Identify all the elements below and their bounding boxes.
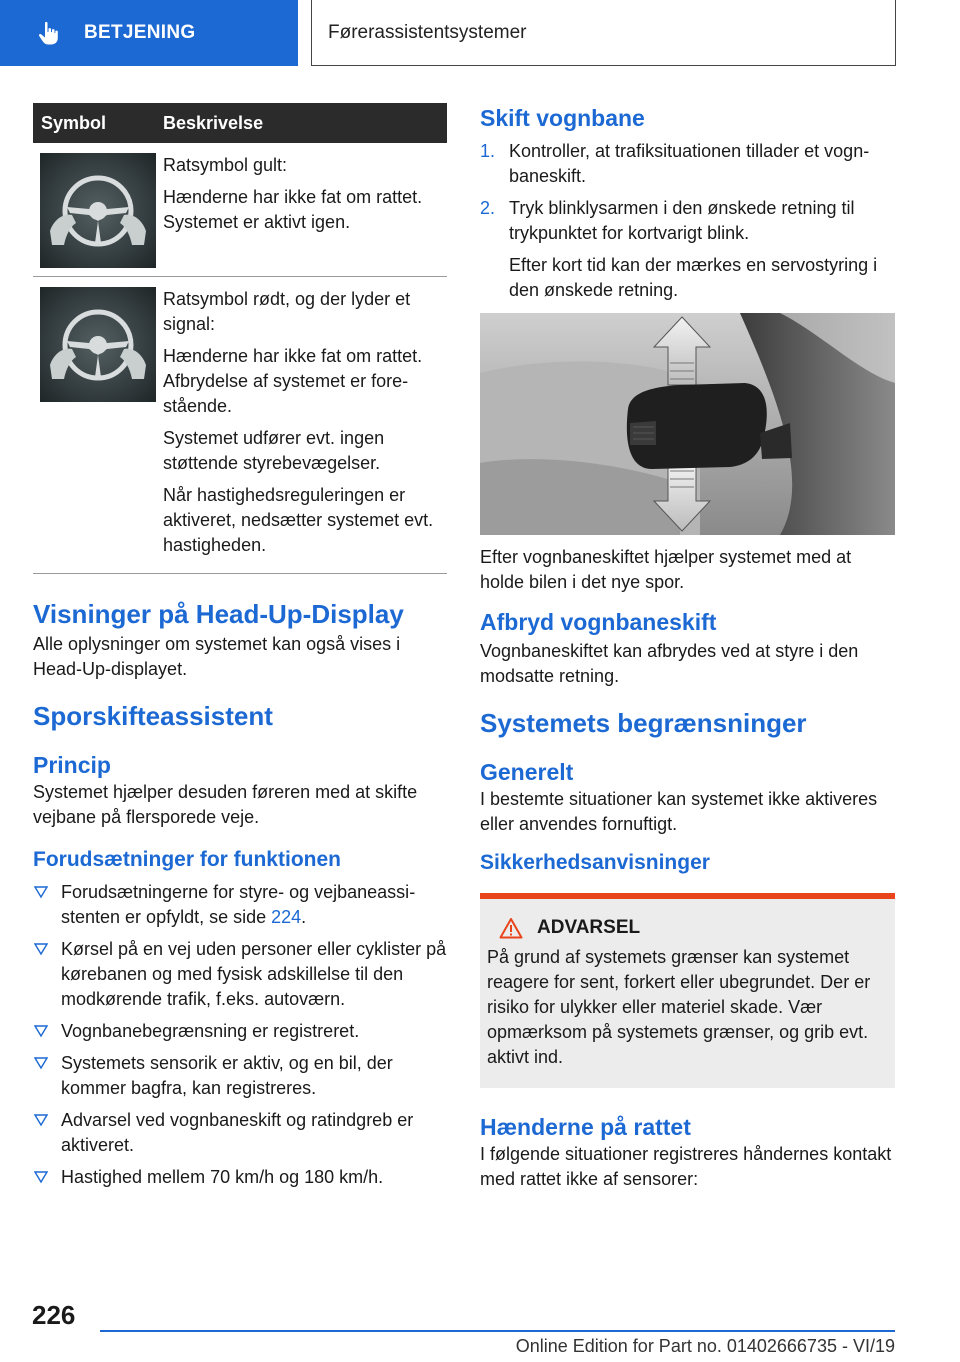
list-item: Hastighed mellem 70 km/h og 180 km/h. (33, 1165, 447, 1190)
left-column (33, 103, 447, 1197)
list-item: Forudsætningerne for styre- og vejbaneassistenten er opfyldt, se side 224. (33, 880, 447, 930)
list-item: 2. Tryk blinklysarmen i den ønskede retning til trykpunktet for kortvarigt blink. Efter kort tid kan der mærkes en servostyring i den ønskede retning. (480, 198, 878, 300)
cancel-heading: Afbryd vognbaneskift (480, 609, 717, 635)
row-1-line-2: Hænderne har ikke fat om rattet. Systemet er aktivt igen. (163, 187, 423, 232)
principle-text: Systemet hjælper desuden føreren med at skifte vejbane på flersporede veje. (33, 782, 418, 827)
triangle-bullet-icon (34, 1170, 48, 1184)
principle-heading: Princip (33, 752, 111, 778)
warning-triangle-icon (499, 917, 523, 939)
steering-wheel-hands-red-icon (40, 287, 156, 402)
warning-text: På grund af systemets grænser kan systemet reagere for sent, forkert eller ubegrundet. Der er risiko for ulykker eller materiel skade. Vær opmærksom på systemets grænser, og grib evt. aktivt ind. (487, 947, 871, 1067)
table-row (33, 277, 447, 574)
step-number: 2. (480, 198, 496, 218)
general-heading: Generelt (480, 759, 574, 785)
hands-on-wheel-heading: Hænderne på rattet (480, 1114, 691, 1140)
turn-signal-lever-photo (480, 313, 895, 535)
hands-on-wheel-text: I følgende situationer registreres håndernes kontakt med rattet ikke af sensorer: (480, 1144, 892, 1189)
triangle-bullet-icon (34, 885, 48, 899)
row-1-line-1: Ratsymbol gult: (163, 155, 288, 175)
list-item: Advarsel ved vognbaneskift og ratindgreb er aktiveret. (33, 1108, 447, 1158)
section-tab[interactable] (0, 0, 298, 66)
row-2-line-3: Systemet udfører evt. ingen støttende styrebevægelser. (163, 428, 385, 473)
list-item: Vognbanebegrænsning er registreret. (33, 1019, 447, 1044)
lane-change-heading: Sporskifteassistent (33, 701, 273, 731)
section-label: BETJENING (84, 22, 196, 43)
page-link[interactable]: 224 (271, 907, 302, 927)
footer-edition: Online Edition for Part no. 01402666735 - VI/19 (515, 1336, 895, 1356)
footer-divider (100, 1330, 895, 1332)
triangle-bullet-icon (34, 1113, 48, 1127)
list-item: Kørsel på en vej uden personer eller cyklister på kørebanen og med fysisk adskillelse til den modkørende trafik, f.eks. autoværn. (33, 937, 447, 1012)
row-2-line-4: Når hastighedsreguleringen er aktiveret, nedsætter systemet evt. hastigheden. (163, 485, 434, 555)
warning-title: ADVARSEL (537, 917, 641, 938)
table-header (33, 103, 447, 143)
page-number: 226 (32, 1300, 76, 1330)
row-2-line-2: Hænderne har ikke fat om rattet. Afbrydelse af systemet er forestående. (163, 346, 423, 416)
step-number: 1. (480, 141, 496, 161)
list-item: Systemets sensorik er aktiv, og en bil, der kommer bagfra, kan registreres. (33, 1051, 447, 1101)
hud-heading: Visninger på Head-Up-Display (33, 599, 404, 629)
cancel-text: Vognbaneskiftet kan afbrydes ved at styre i den modsatte retning. (480, 641, 859, 686)
hand-pointer-icon (38, 21, 60, 45)
change-lane-heading: Skift vognbane (480, 105, 645, 131)
limits-heading: Systemets begrænsninger (480, 708, 807, 738)
prerequisites-list (33, 880, 447, 1190)
safety-heading: Sikkerhedsanvisninger (480, 851, 710, 874)
warning-box (480, 893, 895, 1088)
table-header-description: Beskrivelse (163, 112, 264, 133)
after-image-text: Efter vognbaneskiftet hjælper systemet med at holde bilen i det nye spor. (480, 547, 852, 592)
prerequisites-heading: Forudsætninger for funktionen (33, 848, 341, 871)
table-header-symbol: Symbol (41, 112, 107, 133)
steering-wheel-hands-yellow-icon (40, 153, 156, 268)
triangle-bullet-icon (34, 1024, 48, 1038)
triangle-bullet-icon (34, 942, 48, 956)
list-item: 1. Kontroller, at trafiksituationen tillader et vognbaneskift. (480, 141, 870, 186)
triangle-bullet-icon (34, 1056, 48, 1070)
right-column (480, 103, 895, 1192)
table-row (33, 143, 447, 277)
chapter-title: Førerassistentsystemer (311, 0, 896, 66)
general-text: I bestemte situationer kan systemet ikke aktiveres eller anvendes fornuftigt. (480, 789, 878, 834)
hud-text: Alle oplysninger om systemet kan også vises i Head-Up-displayet. (33, 634, 401, 679)
row-2-line-1: Ratsymbol rødt, og der lyder et signal: (163, 289, 411, 334)
steps-list (480, 139, 895, 303)
